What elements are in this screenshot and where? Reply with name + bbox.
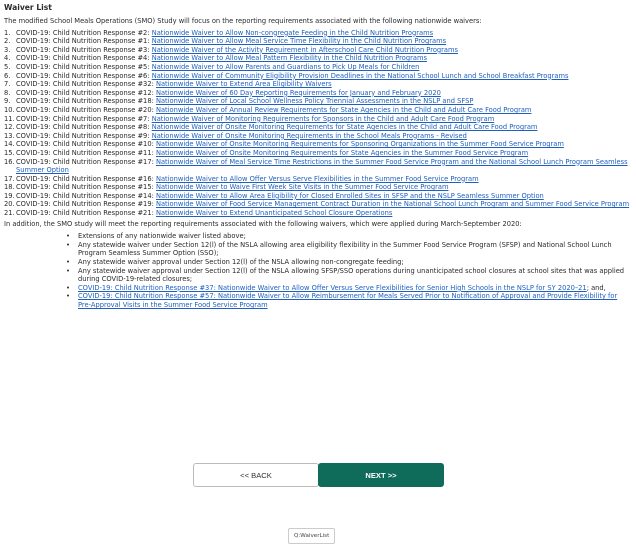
bullet-marker: • [66,266,70,275]
bullet-marker: • [66,258,70,267]
waiver-number: 12. [4,123,15,132]
waiver-link[interactable]: Nationwide Waiver to Allow Non-congregate Feeding in the Child Nutrition Programs [151,28,434,37]
waiver-item [4,63,632,72]
waiver-link[interactable]: Nationwide Waiver of Local School Wellness Policy Triennial Assessments in the NSLP and SFSP [155,97,474,106]
waiver-item [4,72,632,81]
waiver-prefix: COVID-19: Child Nutrition Response #4: [16,54,152,63]
waiver-item [4,37,632,46]
waiver-prefix: COVID-19: Child Nutrition Response #5: [16,62,152,71]
waiver-number: 3. [4,45,11,54]
bullet-item [66,232,632,241]
waiver-link[interactable]: Nationwide Waiver to Allow Meal Pattern Flexibility in the Child Nutrition Programs [151,54,427,63]
waiver-link[interactable]: Nationwide Waiver of Monitoring Requirements for Sponsors in the Child and Adult Care Food Program [151,114,495,123]
waiver-item [4,54,632,63]
waiver-number: 19. [4,191,15,200]
waiver-item [4,29,632,38]
bullet-item [66,284,632,293]
waiver-prefix: COVID-19: Child Nutrition Response #21: [16,209,156,218]
waiver-link[interactable]: Nationwide Waiver of 60 Day Reporting Requirements for January and February 2020 [155,88,441,97]
bullet-item [66,292,632,309]
waiver-number: 6. [4,71,11,80]
waiver-number: 11. [4,114,15,123]
waiver-item [4,192,632,201]
waiver-number: 20. [4,200,15,209]
question-id-tag: Q:WaiverList [288,528,335,544]
waiver-prefix: COVID-19: Child Nutrition Response #15: [16,183,156,192]
waiver-prefix: COVID-19: Child Nutrition Response #14: [16,191,156,200]
waiver-number: 1. [4,28,11,37]
waiver-prefix: COVID-19: Child Nutrition Response #32: [16,80,156,89]
waiver-link[interactable]: Nationwide Waiver of the Activity Requirement in Afterschool Care Child Nutrition Programs [151,45,459,54]
additional-waivers-list [4,232,632,309]
waiver-item [4,46,632,55]
waiver-number: 17. [4,174,15,183]
bullet-link[interactable]: COVID-19: Child Nutrition Response #37: Nationwide Waiver to Allow Offer Versus Serve Flexibilities for Senior High Schools in the NSLP for SY 2020–21 [78,283,587,292]
waiver-item [4,209,632,218]
waiver-item [4,115,632,124]
waiver-item [4,158,632,175]
waiver-prefix: COVID-19: Child Nutrition Response #19: [16,200,156,209]
waiver-item [4,149,632,158]
waiver-prefix: COVID-19: Child Nutrition Response #10: [16,140,156,149]
waiver-item [4,132,632,141]
waiver-link[interactable]: Nationwide Waiver to Allow Offer Versus Serve Flexibilities in the Summer Food Service Program [155,174,479,183]
waiver-link[interactable]: Nationwide Waiver of Onsite Monitoring Requirements for Sponsoring Organizations in the Summer Food Service Program [155,140,564,149]
next-button[interactable]: NEXT >> [318,463,444,487]
waiver-prefix: COVID-19: Child Nutrition Response #12: [16,88,156,97]
bullet-text: Extensions of any nationwide waiver listed above; [78,232,246,241]
bullet-item [66,258,632,267]
waiver-prefix: COVID-19: Child Nutrition Response #18: [16,97,156,106]
waiver-link[interactable]: Nationwide Waiver to Extend Unanticipated School Closure Operations [155,209,393,218]
waiver-prefix: COVID-19: Child Nutrition Response #11: [16,148,156,157]
waiver-link[interactable]: Nationwide Waiver to Allow Area Eligibility for Closed Enrolled Sites in SFSP and the NSLP Seamless Summer Option [155,191,544,200]
waiver-link[interactable]: Nationwide Waiver to Waive First Week Site Visits in the Summer Food Service Program [155,183,449,192]
waiver-item [4,106,632,115]
waiver-number: 18. [4,183,15,192]
waiver-item [4,80,632,89]
waiver-prefix: COVID-19: Child Nutrition Response #8: [16,123,152,132]
waiver-link[interactable]: Nationwide Waiver to Allow Parents and Guardians to Pick Up Meals for Children [151,62,420,71]
bullet-marker: • [66,292,70,301]
bullet-link[interactable]: COVID-19: Child Nutrition Response #57: Nationwide Waiver to Allow Reimbursement for Meals Served Prior to Notification of Approval and Provide Flexibility for Pre-Approval Visits in the Summer Food Service Program [78,292,618,309]
waiver-link[interactable]: Nationwide Waiver of Onsite Monitoring Requirements in the School Meals Programs - Revised [151,131,467,140]
waiver-prefix: COVID-19: Child Nutrition Response #9: [16,131,152,140]
waiver-number: 14. [4,140,15,149]
waiver-prefix: COVID-19: Child Nutrition Response #2: [16,28,152,37]
bullet-item [66,267,632,284]
waiver-link[interactable]: Nationwide Waiver of Food Service Management Contract Duration in the National School Lunch Program and Summer Food Service Program [155,200,630,209]
bullet-suffix: ; and, [586,283,606,292]
waiver-number: 4. [4,54,11,63]
bullet-text: Any statewide waiver approval under Section 12(l) of the NSLA allowing SFSP/SSO operations during unanticipated school closures at school sites that was applied during COVID-19-related closures; [78,266,625,284]
intro-text: The modified School Meals Operations (SMO) Study will focus on the reporting requirements associated with the following nationwide waivers: [4,17,482,25]
waiver-number: 9. [4,97,11,106]
waiver-link[interactable]: Nationwide Waiver of Community Eligibility Provision Deadlines in the National School Lunch and School Breakfast Programs [151,71,569,80]
waiver-item [4,200,632,209]
waiver-item [4,175,632,184]
waiver-list [4,29,632,218]
waiver-prefix: COVID-19: Child Nutrition Response #1: [16,37,152,46]
additional-waivers-intro: In addition, the SMO study will meet the reporting requirements associated with the following waivers, which were applied during March-September 2020: [4,219,522,228]
waiver-number: 15. [4,148,15,157]
waiver-item [4,123,632,132]
back-button[interactable]: << BACK [193,463,319,487]
waiver-number: 2. [4,37,11,46]
bullet-marker: • [66,232,70,241]
bullet-text: Any statewide waiver under Section 12(l) of the NSLA allowing area eligibility flexibility in the Summer Food Service Program (SFSP) and National School Lunch Program Seamless Summer Option (SSO); [78,240,612,258]
waiver-number: 8. [4,88,11,97]
waiver-link[interactable]: Nationwide Waiver to Allow Meal Service Time Flexibility in the Child Nutrition Programs [151,37,447,46]
bullet-marker: • [66,283,70,292]
bullet-item [66,241,632,258]
waiver-prefix: COVID-19: Child Nutrition Response #17: [16,157,156,166]
waiver-number: 16. [4,157,15,166]
waiver-link[interactable]: Nationwide Waiver of Meal Service Time Restrictions in the Summer Food Service Program and the National School Lunch Program Seamless Summer Option [16,157,628,175]
bullet-marker: • [66,240,70,249]
waiver-item [4,140,632,149]
waiver-link[interactable]: Nationwide Waiver of Onsite Monitoring Requirements for State Agencies in the Child and Adult Care Food Program [151,123,538,132]
waiver-item [4,183,632,192]
waiver-number: 10. [4,105,15,114]
waiver-link[interactable]: Nationwide Waiver of Onsite Monitoring Requirements for State Agencies in the Summer Food Service Program [155,148,529,157]
waiver-number: 5. [4,62,11,71]
waiver-prefix: COVID-19: Child Nutrition Response #6: [16,71,152,80]
waiver-item [4,97,632,106]
waiver-prefix: COVID-19: Child Nutrition Response #16: [16,174,156,183]
waiver-prefix: COVID-19: Child Nutrition Response #3: [16,45,152,54]
waiver-number: 21. [4,209,15,218]
waiver-link[interactable]: Nationwide Waiver to Extend Area Eligibility Waivers [155,80,332,89]
waiver-item [4,89,632,98]
waiver-number: 7. [4,80,11,89]
waiver-number: 13. [4,131,15,140]
waiver-prefix: COVID-19: Child Nutrition Response #20: [16,105,156,114]
bullet-text: Any statewide waiver approval under Section 12(l) of the NSLA allowing non-congregate feeding; [78,258,404,267]
page-title: Waiver List [4,3,52,12]
waiver-link[interactable]: Nationwide Waiver of Annual Review Requirements for State Agencies in the Child and Adult Care Food Program [155,105,532,114]
waiver-prefix: COVID-19: Child Nutrition Response #7: [16,114,152,123]
